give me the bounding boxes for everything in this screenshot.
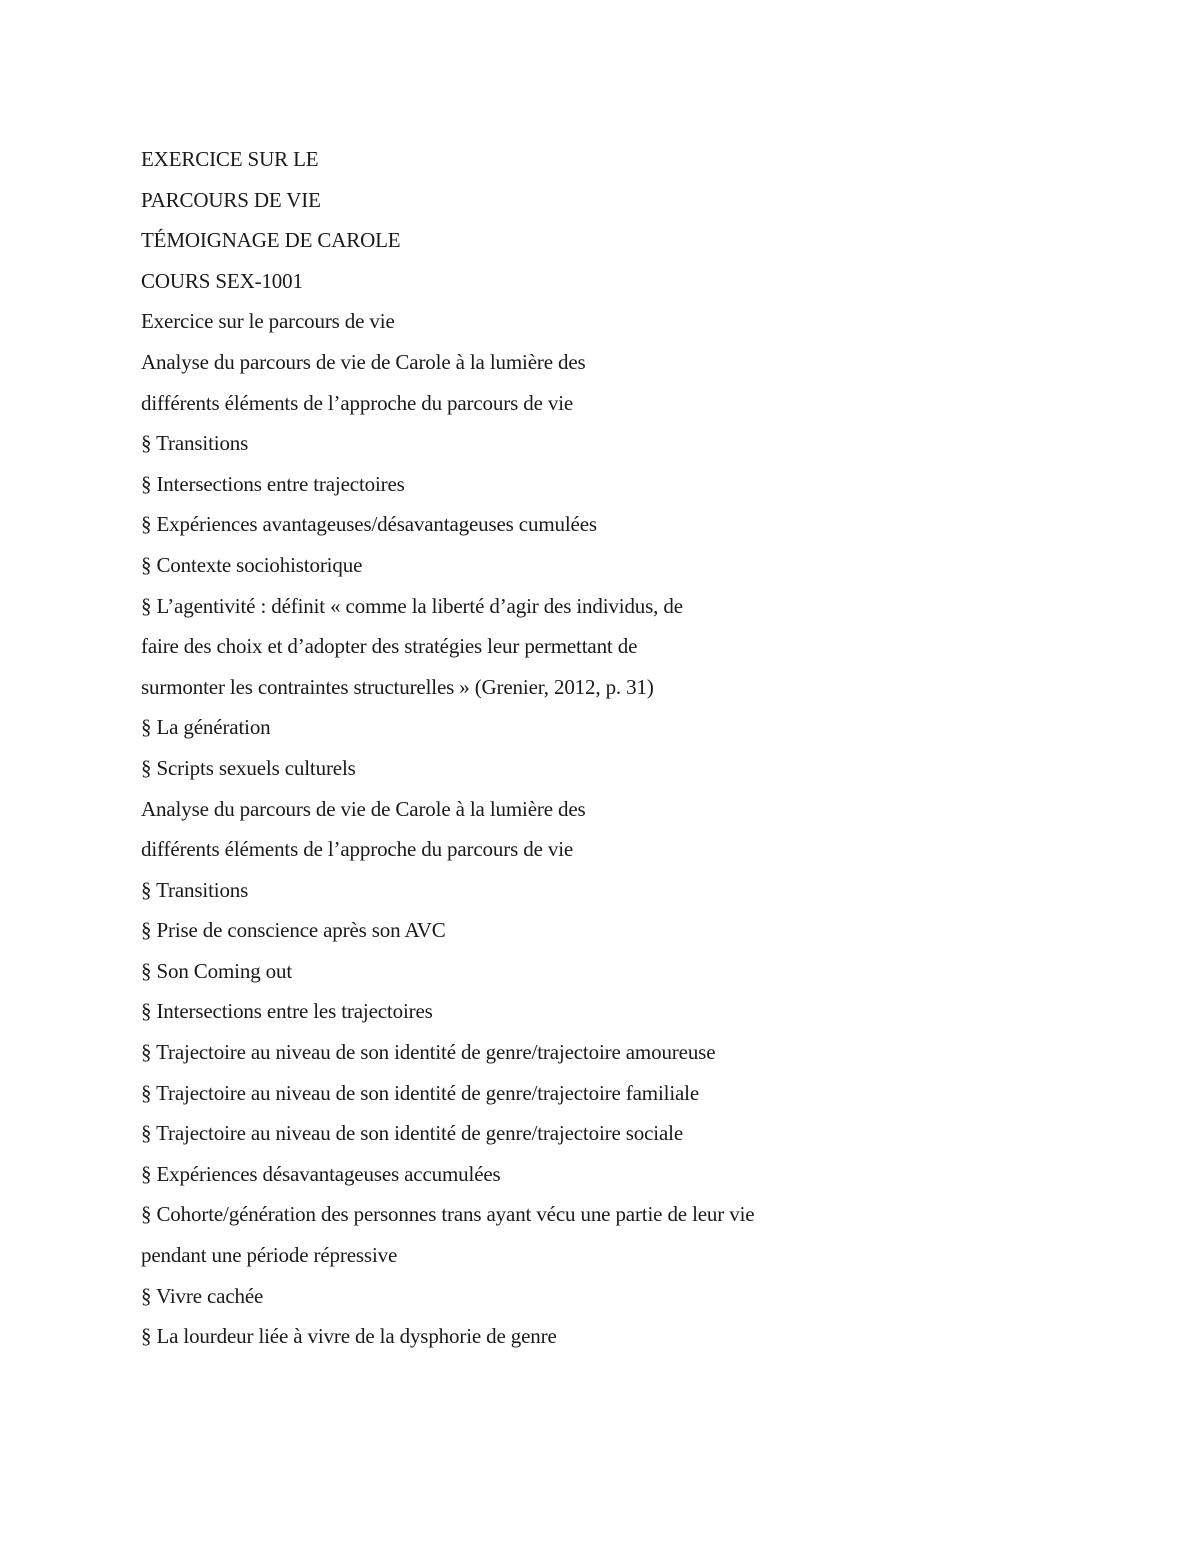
bullet-item: § Transitions: [141, 431, 249, 456]
title-line-3: TÉMOIGNAGE DE CAROLE: [141, 228, 401, 253]
section-heading-1-line-1: Analyse du parcours de vie de Carole à la lumière des: [141, 349, 586, 374]
section-heading-2-line-1: Analyse du parcours de vie de Carole à la lumière des: [141, 796, 586, 821]
bullet-item: § L’agentivité : définit « comme la liberté d’agir des individus, de: [141, 593, 683, 618]
bullet-item: § Vivre cachée: [141, 1283, 264, 1308]
bullet-item: § Prise de conscience après son AVC: [141, 918, 446, 943]
bullet-item: § Son Coming out: [141, 958, 293, 983]
bullet-item: § Trajectoire au niveau de son identité de genre/trajectoire sociale: [141, 1121, 684, 1146]
bullet-item: § La lourdeur liée à vivre de la dysphorie de genre: [141, 1324, 557, 1349]
bullet-continuation: surmonter les contraintes structurelles » (Grenier, 2012, p. 31): [141, 674, 654, 699]
title-line-1: EXERCICE SUR LE: [141, 147, 319, 171]
bullet-item: § Transitions: [141, 877, 249, 902]
bullet-item: § Cohorte/génération des personnes trans ayant vécu une partie de leur vie: [141, 1202, 755, 1227]
bullet-item: § Intersections entre trajectoires: [141, 471, 405, 496]
bullet-item: § La génération: [141, 715, 271, 740]
section-heading-1-line-2: différents éléments de l’approche du parcours de vie: [141, 390, 574, 415]
subtitle-line: Exercice sur le parcours de vie: [141, 309, 395, 334]
section-heading-2-line-2: différents éléments de l’approche du parcours de vie: [141, 837, 574, 862]
bullet-item: § Expériences désavantageuses accumulées: [141, 1161, 501, 1186]
title-line-2: PARCOURS DE VIE: [141, 187, 321, 212]
bullet-item: § Expériences avantageuses/désavantageuses cumulées: [141, 512, 597, 537]
bullet-continuation: faire des choix et d’adopter des stratégies leur permettant de: [141, 634, 638, 659]
bullet-item: § Trajectoire au niveau de son identité de genre/trajectoire familiale: [141, 1080, 700, 1105]
course-code-line: COURS SEX-1001: [141, 268, 303, 293]
bullet-item: § Scripts sexuels culturels: [141, 755, 356, 780]
bullet-item: § Contexte sociohistorique: [141, 552, 363, 577]
document-body: [141, 139, 1121, 1357]
bullet-item: § Intersections entre les trajectoires: [141, 999, 433, 1024]
bullet-item: § Trajectoire au niveau de son identité de genre/trajectoire amoureuse: [141, 1040, 716, 1065]
bullet-continuation: pendant une période répressive: [141, 1243, 398, 1268]
